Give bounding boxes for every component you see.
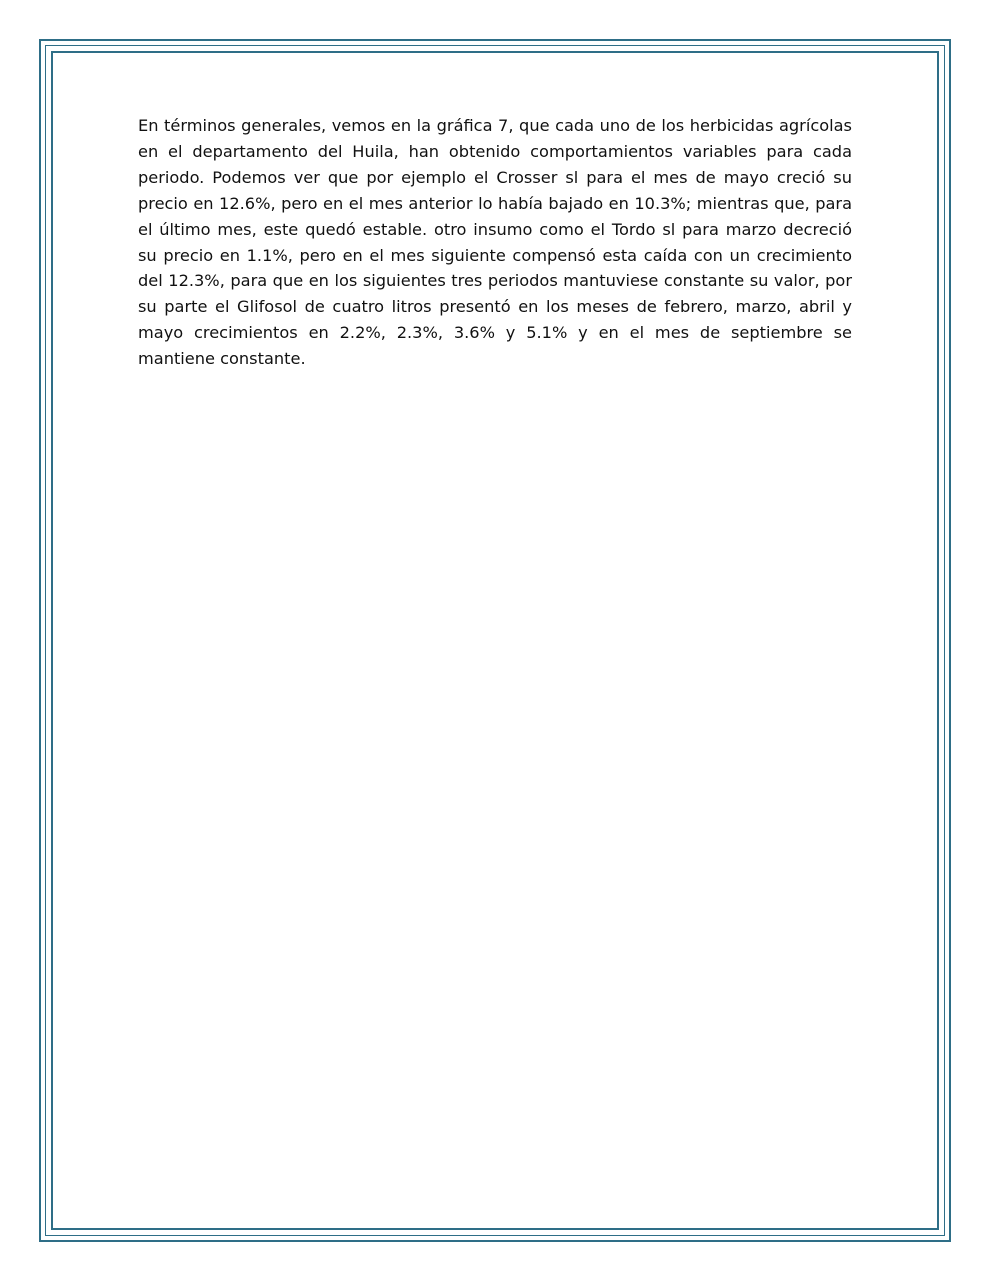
page-content (138, 113, 852, 372)
body-paragraph: En términos generales, vemos en la gráfica 7, que cada uno de los herbicidas agrícolas en el departamento del Huila, han obtenido comportamientos variables para cada periodo. Podemos ver que por ejemplo el Crosser sl para el mes de mayo creció su precio en 12.6%, pero en el mes anterior lo había bajado en 10.3%; mientras que, para el último mes, este quedó estable. otro insumo como el Tordo sl para marzo decreció su precio en 1.1%, pero en el mes siguiente compensó esta caída con un crecimiento del 12.3%, para que en los siguientes tres periodos mantuviese constante su valor, por su parte el Glifosol de cuatro litros presentó en los meses de febrero, marzo, abril y mayo crecimientos en 2.2%, 2.3%, 3.6% y 5.1% y en el mes de septiembre se mantiene constante. (138, 116, 852, 369)
